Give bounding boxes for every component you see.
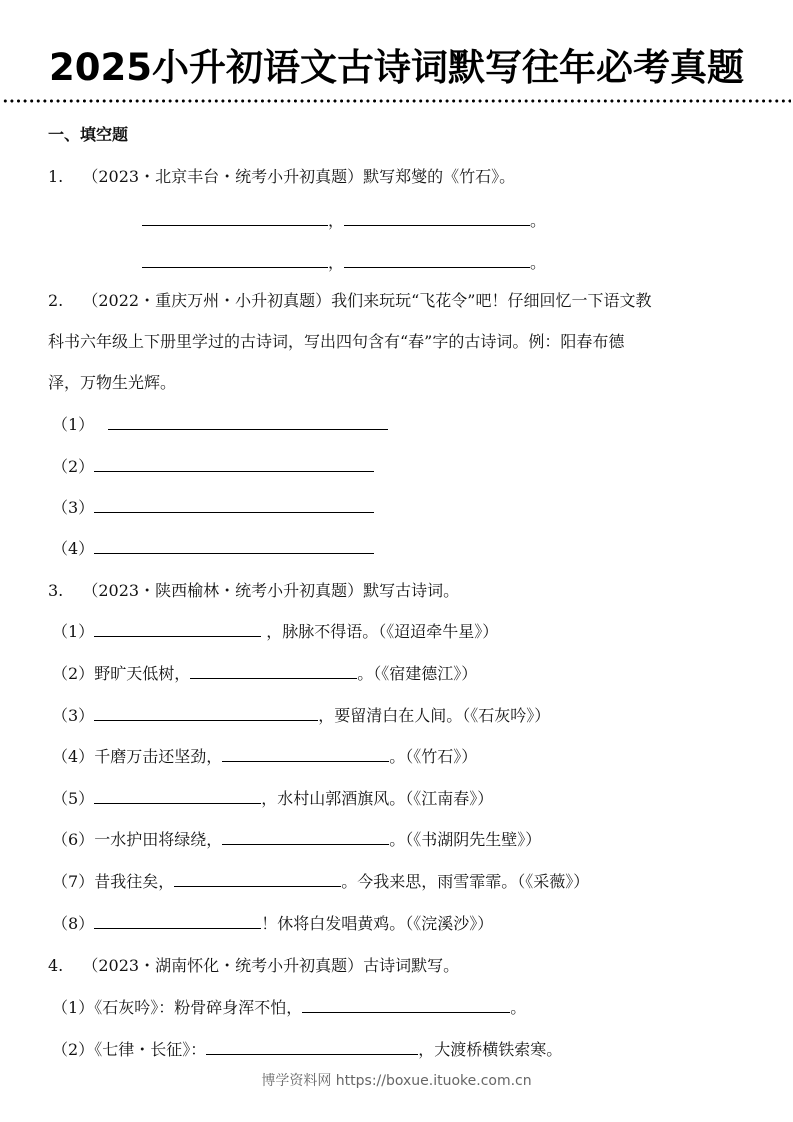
answer-blank[interactable] (190, 663, 357, 679)
answer-blank[interactable] (108, 414, 388, 430)
item-label: （7） (52, 872, 95, 891)
footer-watermark: 博学资料网 https://boxue.ituoke.com.cn (261, 1073, 532, 1089)
poem-text: 《石灰吟》：粉骨碎身浑不怕， (94, 998, 303, 1017)
section-heading: 一、填空题 (48, 125, 129, 144)
question-2 (48, 290, 651, 312)
q3-item-3 (52, 705, 550, 727)
item-label: （1） (52, 415, 95, 434)
item-label: （8） (52, 914, 95, 933)
item-label: （3） (52, 498, 95, 517)
punctuation: ， (328, 253, 345, 272)
poem-text: 昔我往矣， (94, 872, 175, 891)
page-title: 2025小升初语文古诗词默写往年必考真题 (49, 46, 744, 89)
q3-item-6 (52, 829, 541, 851)
answer-blank[interactable] (94, 621, 261, 637)
answer-blank[interactable] (94, 456, 374, 472)
question-4 (48, 955, 459, 977)
q3-item-7 (52, 871, 589, 893)
q3-item-5 (52, 788, 493, 810)
punctuation: 。 (530, 253, 547, 272)
answer-blank[interactable] (94, 705, 318, 721)
q4-item-2 (52, 1039, 562, 1061)
item-label: （1） (52, 998, 95, 1017)
q2-item-1 (52, 414, 388, 436)
item-label: （3） (52, 706, 95, 725)
answer-blank[interactable] (94, 497, 374, 513)
answer-blank[interactable] (94, 538, 374, 554)
question-2-line-3: 泽，万物生光辉。 (48, 373, 177, 392)
answer-blank[interactable] (222, 746, 389, 762)
answer-blank[interactable] (94, 913, 261, 929)
poem-text: 《七律・长征》： (94, 1040, 207, 1059)
question-2-line-2: 科书六年级上下册里学过的古诗词，写出四句含有“春”字的古诗词。例：阳春布德 (48, 332, 625, 351)
poem-text: 野旷天低树， (94, 664, 191, 683)
q2-item-2 (52, 456, 374, 478)
item-label: （5） (52, 789, 95, 808)
answer-blank[interactable] (344, 210, 530, 226)
item-label: （4） (52, 539, 95, 558)
poem-text: 。今我来思，雨雪霏霏。（《采薇》） (341, 872, 590, 891)
q2-item-3 (52, 497, 374, 519)
answer-blank[interactable] (222, 829, 389, 845)
item-label: （4） (52, 747, 95, 766)
punctuation: ， (328, 211, 345, 230)
item-label: （2） (52, 457, 95, 476)
dotted-divider (2, 99, 791, 103)
answer-blank[interactable] (302, 997, 510, 1013)
answer-blank[interactable] (344, 252, 530, 268)
item-label: （1） (52, 622, 95, 641)
q3-item-2 (52, 663, 477, 685)
answer-blank[interactable] (206, 1039, 418, 1055)
answer-blank[interactable] (94, 788, 261, 804)
poem-text: 千磨万击还坚劲， (94, 747, 223, 766)
question-text: （2023・北京丰台・统考小升初真题）默写郑燮的《竹石》。 (82, 167, 516, 186)
item-label: （6） (52, 830, 95, 849)
question-3 (48, 580, 459, 602)
question-number: 2. (48, 291, 64, 310)
poem-text: 。（《宿建德江》） (357, 664, 478, 683)
poem-text: ，脉脉不得语。（《迢迢牵牛星》） (261, 622, 499, 641)
question-1 (48, 166, 515, 188)
answer-blank[interactable] (174, 871, 341, 887)
answer-blank[interactable] (142, 210, 328, 226)
poem-text: ！休将白发唱黄鸡。（《浣溪沙》） (261, 914, 494, 933)
poem-text: 。（《书湖阴先生壁》） (389, 830, 542, 849)
question-number: 3. (48, 581, 64, 600)
q3-item-8 (52, 913, 493, 935)
poem-text: 。 (510, 998, 527, 1017)
answer-blank[interactable] (142, 252, 328, 268)
poem-text: ，要留清白在人间。（《石灰吟》） (318, 706, 551, 725)
item-label: （2） (52, 664, 95, 683)
poem-text: 。（《竹石》） (389, 747, 478, 766)
punctuation: 。 (530, 211, 547, 230)
q3-item-4 (52, 746, 477, 768)
q4-item-1 (52, 997, 526, 1019)
q3-item-1 (52, 621, 498, 643)
answer-line-1 (142, 210, 546, 232)
poem-text: 一水护田将绿绕， (94, 830, 223, 849)
question-text: （2023・陕西榆林・统考小升初真题）默写古诗词。 (82, 581, 460, 600)
question-text: （2022・重庆万州・小升初真题）我们来玩玩“飞花令”吧！仔细回忆一下语文教 (82, 291, 652, 310)
question-number: 4. (48, 956, 64, 975)
answer-line-2 (142, 252, 546, 274)
poem-text: ，水村山郭酒旗风。（《江南春》） (261, 789, 494, 808)
item-label: （2） (52, 1040, 95, 1059)
question-number: 1. (48, 167, 64, 186)
q2-item-4 (52, 538, 374, 560)
question-text: （2023・湖南怀化・统考小升初真题）古诗词默写。 (82, 956, 460, 975)
poem-text: ，大渡桥横铁索寒。 (418, 1040, 563, 1059)
